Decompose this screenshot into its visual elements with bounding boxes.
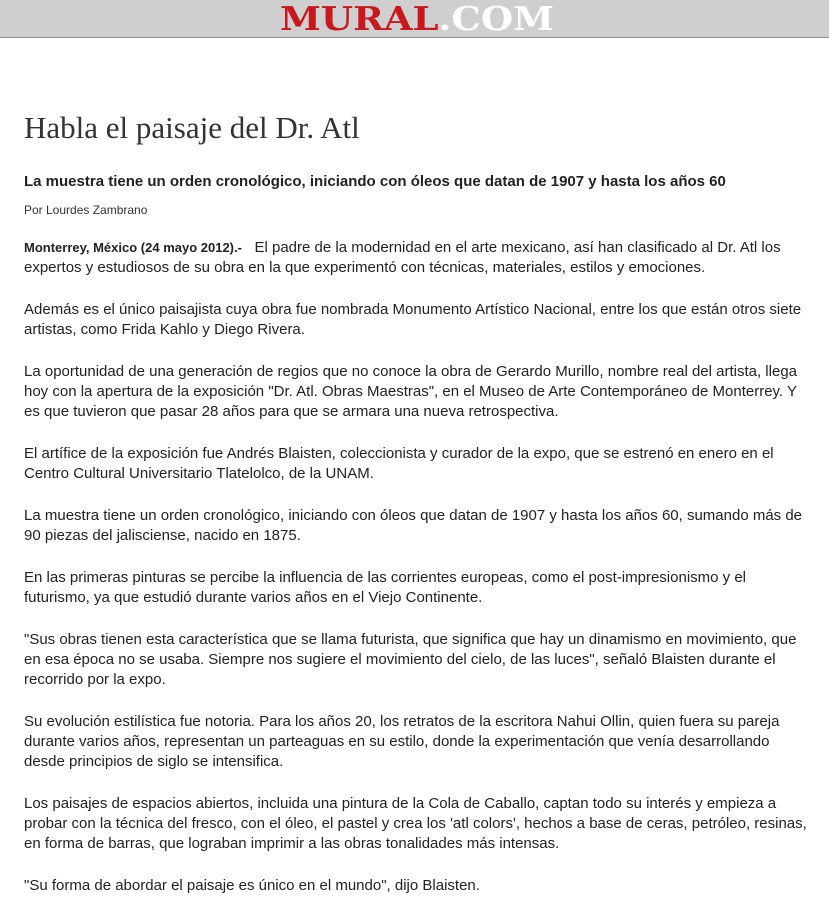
article-paragraph: Además es el único paisajista cuya obra fue nombrada Monumento Artístico Nacional, entre los que están otros siete artistas, como Frida Kahlo y Diego Rivera.: [24, 301, 802, 338]
article: [24, 108, 814, 918]
paragraph-text: El padre de la modernidad en el arte mexicano, así han clasificado al Dr. Atl los expertos y estudiosos de su obra en la que experimentó con técnicas, materiales, estilos y emociones.: [24, 239, 781, 276]
logo-suffix-text: .COM: [438, 0, 554, 38]
article-paragraph: El artífice de la exposición fue Andrés Blaisten, coleccionista y curador de la expo, que se estrenó en enero en el Centro Cultural Universitario Tlatelolco, de la UNAM.: [24, 445, 774, 482]
article-paragraph: La oportunidad de una generación de regios que no conoce la obra de Gerardo Murillo, nombre real del artista, llega hoy con la apertura de la exposición "Dr. Atl. Obras Maestras", en el Museo de Arte Contemporáneo de Monterrey. Y es que tuvieron que pasar 28 años para que se armara una nueva retrospectiva.: [24, 363, 797, 420]
article-paragraph: Su evolución estilística fue notoria. Para los años 20, los retratos de la escritora Nahui Ollin, quien fuera su pareja durante varios años, representan un parteaguas en su estilo, donde la experimentación que venía desarrollando desde principios de siglo se intensifica.: [24, 713, 780, 770]
article-paragraph: En las primeras pinturas se percibe la influencia de las corrientes europeas, como el post-impresionismo y el futurismo, ya que estudió durante varios años en el Viejo Continente.: [24, 569, 747, 606]
article-paragraph: [24, 238, 814, 278]
logo-main-text: MURAL: [280, 0, 439, 38]
article-paragraph: Los paisajes de espacios abiertos, incluida una pintura de la Cola de Caballo, captan todo su interés y empieza a probar con la técnica del fresco, con el óleo, el pastel y crea los 'atl colors', hechos a base de ceras, petróleo, resinas, en forma de barras, que lograban imprimir a las obras tonalidades más intensas.: [24, 795, 807, 852]
article-dateline: Monterrey, México (24 mayo 2012).-: [24, 240, 242, 255]
site-header-bar: [0, 0, 829, 38]
mural-logo[interactable]: [280, 1, 554, 37]
article-body: [24, 238, 814, 896]
article-subhead: La muestra tiene un orden cronológico, iniciando con óleos que datan de 1907 y hasta los años 60: [24, 173, 726, 190]
article-headline: Habla el paisaje del Dr. Atl: [24, 110, 360, 145]
article-paragraph: La muestra tiene un orden cronológico, iniciando con óleos que datan de 1907 y hasta los años 60, sumando más de 90 piezas del jalisciense, nacido en 1875.: [24, 507, 803, 544]
article-paragraph: "Su forma de abordar el paisaje es único en el mundo", dijo Blaisten.: [24, 877, 480, 894]
article-byline: Por Lourdes Zambrano: [24, 203, 148, 217]
article-paragraph: "Sus obras tienen esta característica que se llama futurista, que significa que hay un dinamismo en movimiento, que en esa época no se usaba. Siempre nos sugiere el movimiento del cielo, de las luces", señaló Blaisten durante el recorrido por la expo.: [24, 631, 797, 688]
